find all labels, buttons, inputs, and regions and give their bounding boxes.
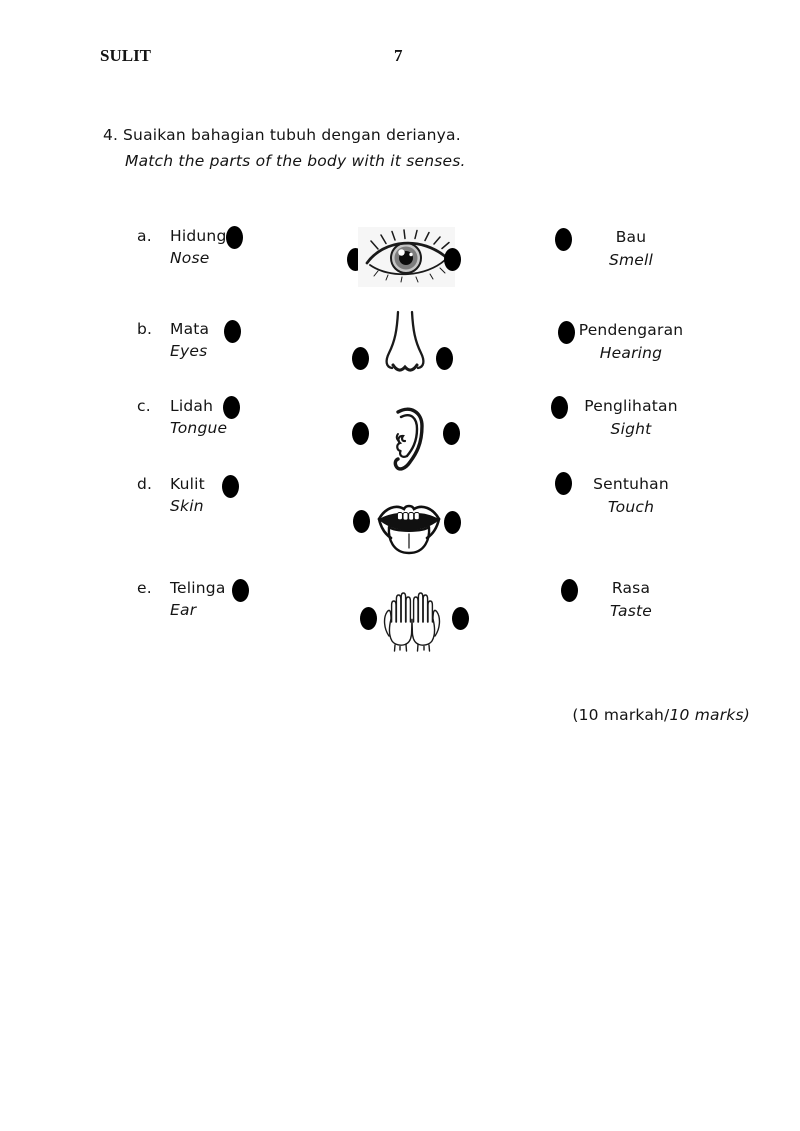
part-letter-a: a. [137,227,152,245]
part-malay-hidung: Hidung [170,227,227,245]
sense-hearing [546,319,716,364]
marks-note [500,706,750,724]
sense-smell [546,226,716,271]
sense-english-sight: Sight [610,419,652,438]
match-dot-ear-right[interactable] [443,422,460,445]
match-dot-ear-left[interactable] [352,422,369,445]
question-number: 4. [103,126,119,144]
match-dot-part-a[interactable] [226,226,243,249]
confidential-label: SULIT [100,46,152,65]
part-english-eyes: Eyes [170,342,208,360]
match-dot-part-c[interactable] [223,396,240,419]
marks-english: 10 marks) [669,706,750,724]
match-dot-hands-left[interactable] [360,607,377,630]
match-dot-mouth-left[interactable] [353,510,370,533]
nose-image [381,310,429,374]
part-malay-telinga: Telinga [170,579,226,597]
part-letter-d: d. [137,475,153,493]
part-letter-e: e. [137,579,152,597]
sense-english-hearing: Hearing [599,343,663,362]
match-dot-mouth-right[interactable] [444,511,461,534]
question-prompt-english: Match the parts of the body with it senses. [125,152,466,170]
sense-malay-pendengaran: Pendengaran [578,321,684,339]
part-letter-b: b. [137,320,153,338]
part-malay-lidah: Lidah [170,397,214,415]
ear-icon [386,406,431,474]
sense-sight [546,395,716,440]
sense-english-smell: Smell [608,250,654,269]
sense-malay-penglihatan: Penglihatan [584,397,678,415]
sense-taste [546,577,716,622]
sense-touch [546,473,716,518]
match-dot-part-e[interactable] [232,579,249,602]
match-dot-part-d[interactable] [222,475,239,498]
part-english-skin: Skin [170,497,204,515]
mouth-image [377,499,441,559]
mouth-tongue-icon [377,499,441,559]
marks-malay: (10 markah/ [572,706,670,724]
nose-icon [381,310,429,374]
part-letter-c: c. [137,397,151,415]
sense-english-taste: Taste [609,601,653,620]
match-dot-nose-left[interactable] [352,347,369,370]
hands-icon [382,590,442,652]
sense-malay-rasa: Rasa [611,579,651,597]
sense-malay-bau: Bau [615,228,647,246]
sense-english-touch: Touch [607,497,655,516]
page-number: 7 [394,46,403,65]
part-english-ear: Ear [170,601,197,619]
eye-icon [358,227,455,287]
question-prompt-malay: Suaikan bahagian tubuh dengan derianya. [123,126,461,144]
sense-malay-sentuhan: Sentuhan [593,475,669,493]
match-dot-nose-right[interactable] [436,347,453,370]
part-malay-mata: Mata [170,320,210,338]
eye-image [358,227,455,287]
match-dot-part-b[interactable] [224,320,241,343]
hands-image [382,590,442,652]
ear-image [386,406,431,474]
match-dot-hands-right[interactable] [452,607,469,630]
part-malay-kulit: Kulit [170,475,205,493]
part-english-tongue: Tongue [170,419,228,437]
part-english-nose: Nose [170,249,210,267]
match-dot-eye-right[interactable] [444,248,461,271]
